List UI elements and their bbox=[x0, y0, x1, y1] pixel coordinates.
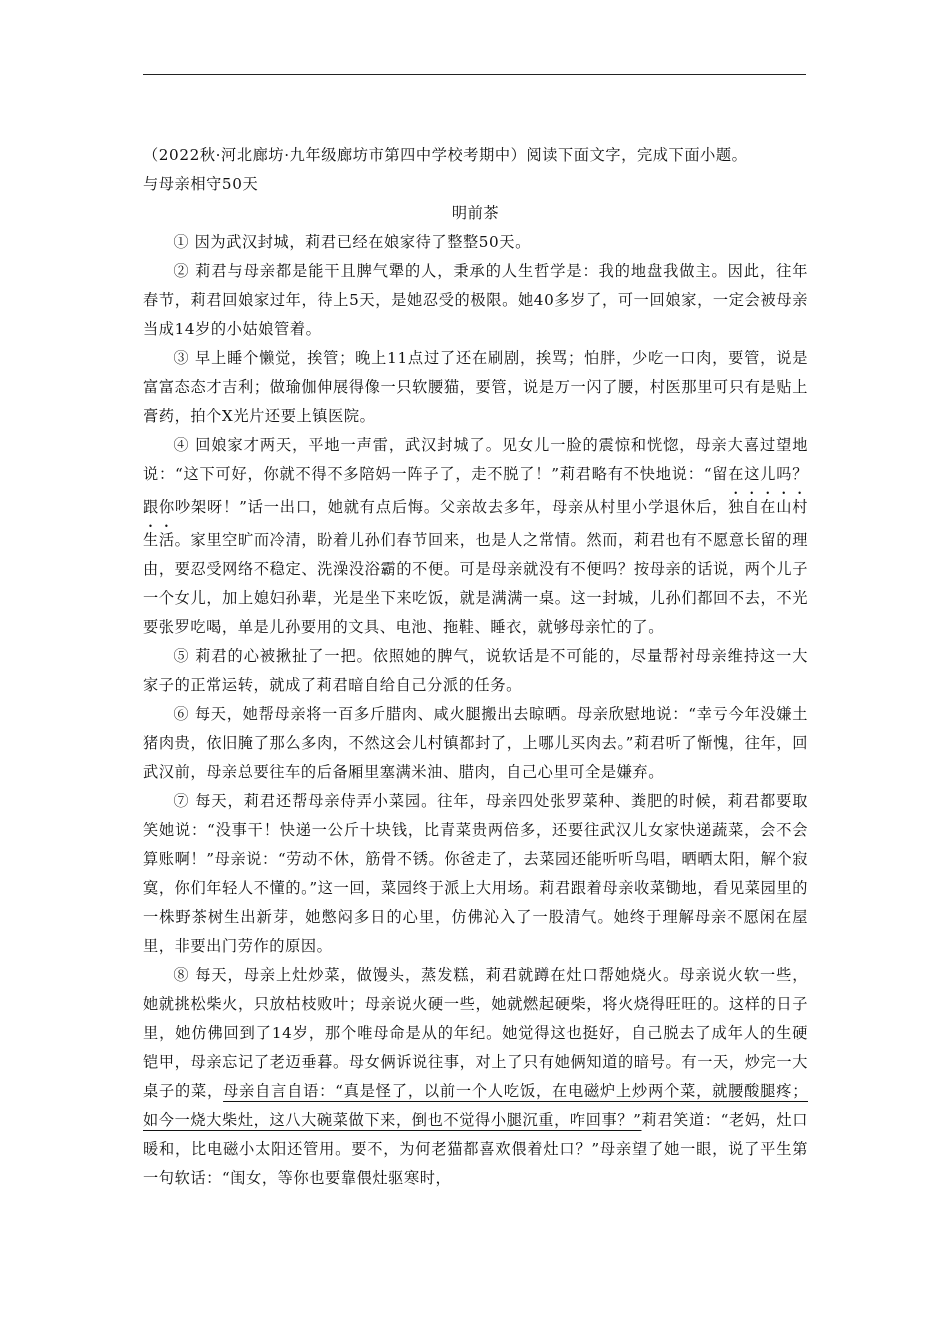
paragraph-4 bbox=[143, 431, 808, 642]
passage-label: 与母亲相守50天 bbox=[143, 175, 259, 193]
paragraph-2: ② 莉君与母亲都是能干且脾气犟的人，秉承的人生哲学是：我的地盘我做主。因此，往年春节，莉君回娘家过年，待上5天，是她忍受的极限。她40多岁了，可一回娘家，一定会被母亲当成14岁的小姑娘管着。 bbox=[143, 262, 808, 338]
paragraph-6: ⑥ 每天，她帮母亲将一百多斤腊肉、咸火腿搬出去晾晒。母亲欣慰地说：“幸亏今年没嫌土猪肉贵，依旧腌了那么多肉，不然这会儿村镇都封了，上哪儿买肉去。”莉君听了惭愧，往年，回武汉前，母亲总要往车的后备厢里塞满米油、腊肉，自己心里可全是嫌弃。 bbox=[143, 705, 808, 781]
paragraph-1: ① 因为武汉封城，莉君已经在娘家待了整整50天。 bbox=[173, 233, 531, 251]
paragraph-4-text-b: 。家里空旷而冷清，盼着儿孙们春节回来，也是人之常情。然而，莉君也有不愿意长留的理由，要忍受网络不稳定、洗澡没浴霸的不便。可是母亲就没有不便吗？按母亲的话说，两个儿子一个女儿，加上媳妇孙辈，光是坐下来吃饭，就是满满一桌。这一封城，儿孙们都回不去，不光要张罗吃喝，单是儿孙要用的文具、电池、拖鞋、睡衣，就够母亲忙的了。 bbox=[143, 531, 808, 636]
paragraph-8 bbox=[143, 961, 808, 1193]
paragraph-3: ③ 早上睡个懒觉，挨管；晚上11点过了还在刷剧，挨骂；怕胖，少吃一口肉，要管，说是富富态态才吉利；做瑜伽伸展得像一只软腰猫，要管，说是万一闪了腰，村医那里可只有是贴上膏药，拍个X光片还要上镇医院。 bbox=[143, 349, 808, 425]
paragraph-7: ⑦ 每天，莉君还帮母亲侍弄小菜园。往年，母亲四处张罗菜种、粪肥的时候，莉君都要取笑她说：“没事干！快递一公斤十块钱，比青菜贵两倍多，还要往武汉儿女家快递蔬菜，会不会算账啊！”母亲说：“劳动不休，筋骨不锈。你爸走了，去菜园还能听听鸟唱，晒晒太阳，解个寂寞，你们年轻人不懂的。”这一回，菜园终于派上大用场。莉君跟着母亲收菜锄地，看见菜园里的一株野茶树生出新芽，她憋闷多日的心里，仿佛沁入了一股清气。她终于理解母亲不愿闲在屋里，非要出门劳作的原因。 bbox=[143, 792, 808, 955]
header-rule bbox=[143, 74, 806, 75]
question-source-line: （2022秋·河北廊坊·九年级廊坊市第四中学校考期中）阅读下面文字，完成下面小题。 bbox=[143, 146, 748, 164]
paragraph-4-text-a: ④ 回娘家才两天，平地一声雷，武汉封城了。见女儿一脸的震惊和恍惚，母亲大喜过望地说：“这下可好，你就不得不多陪妈一阵子了，走不脱了！”莉君略有不快地说：“留在这儿吗？跟你吵架呀！”话一出口，她就有点后悔。父亲故去多年，母亲从村里小学退休后， bbox=[143, 436, 808, 516]
article-title: 明前茶 bbox=[451, 204, 500, 222]
paragraph-5: ⑤ 莉君的心被揪扯了一把。依照她的脾气，说软话是不可能的，尽量帮衬母亲维持这一大家子的正常运转，就成了莉君暗自给自己分派的任务。 bbox=[143, 647, 808, 694]
paragraph-4-emphasis: 独自在山村生活 bbox=[143, 498, 809, 549]
paragraph-8-underlined-sentence: 母亲自言自语：“真是怪了，以前一个人吃饭，在电磁炉上炒两个菜，就腰酸腿疼；如今一烧大柴灶，这八大碗菜做下来，倒也不觉得小腿沉重，咋回事？” bbox=[143, 1082, 808, 1129]
paragraph-8-text-b: 莉君笑道：“老妈，灶口暖和，比电磁小太阳还管用。要不，为何老猫都喜欢偎着灶口？”母亲望了她一眼，说了平生第一句软话：“闺女，等你也要靠偎灶驱寒时， bbox=[143, 1111, 808, 1187]
paragraph-8-text-a: ⑧ 每天，母亲上灶炒菜，做馒头，蒸发糕，莉君就蹲在灶口帮她烧火。母亲说火软一些，她就挑松柴火，只放枯枝败叶；母亲说火硬一些，她就燃起硬柴，将火烧得旺旺的。这样的日子里，她仿佛回到了14岁，那个唯母命是从的年纪。她觉得这也挺好，自己脱去了成年人的生硬铠甲，母亲忘记了老迈垂暮。母女俩诉说往事，对上了只有她俩知道的暗号。有一天，炒完一大桌子的菜， bbox=[143, 966, 808, 1100]
document-body bbox=[143, 141, 808, 1193]
